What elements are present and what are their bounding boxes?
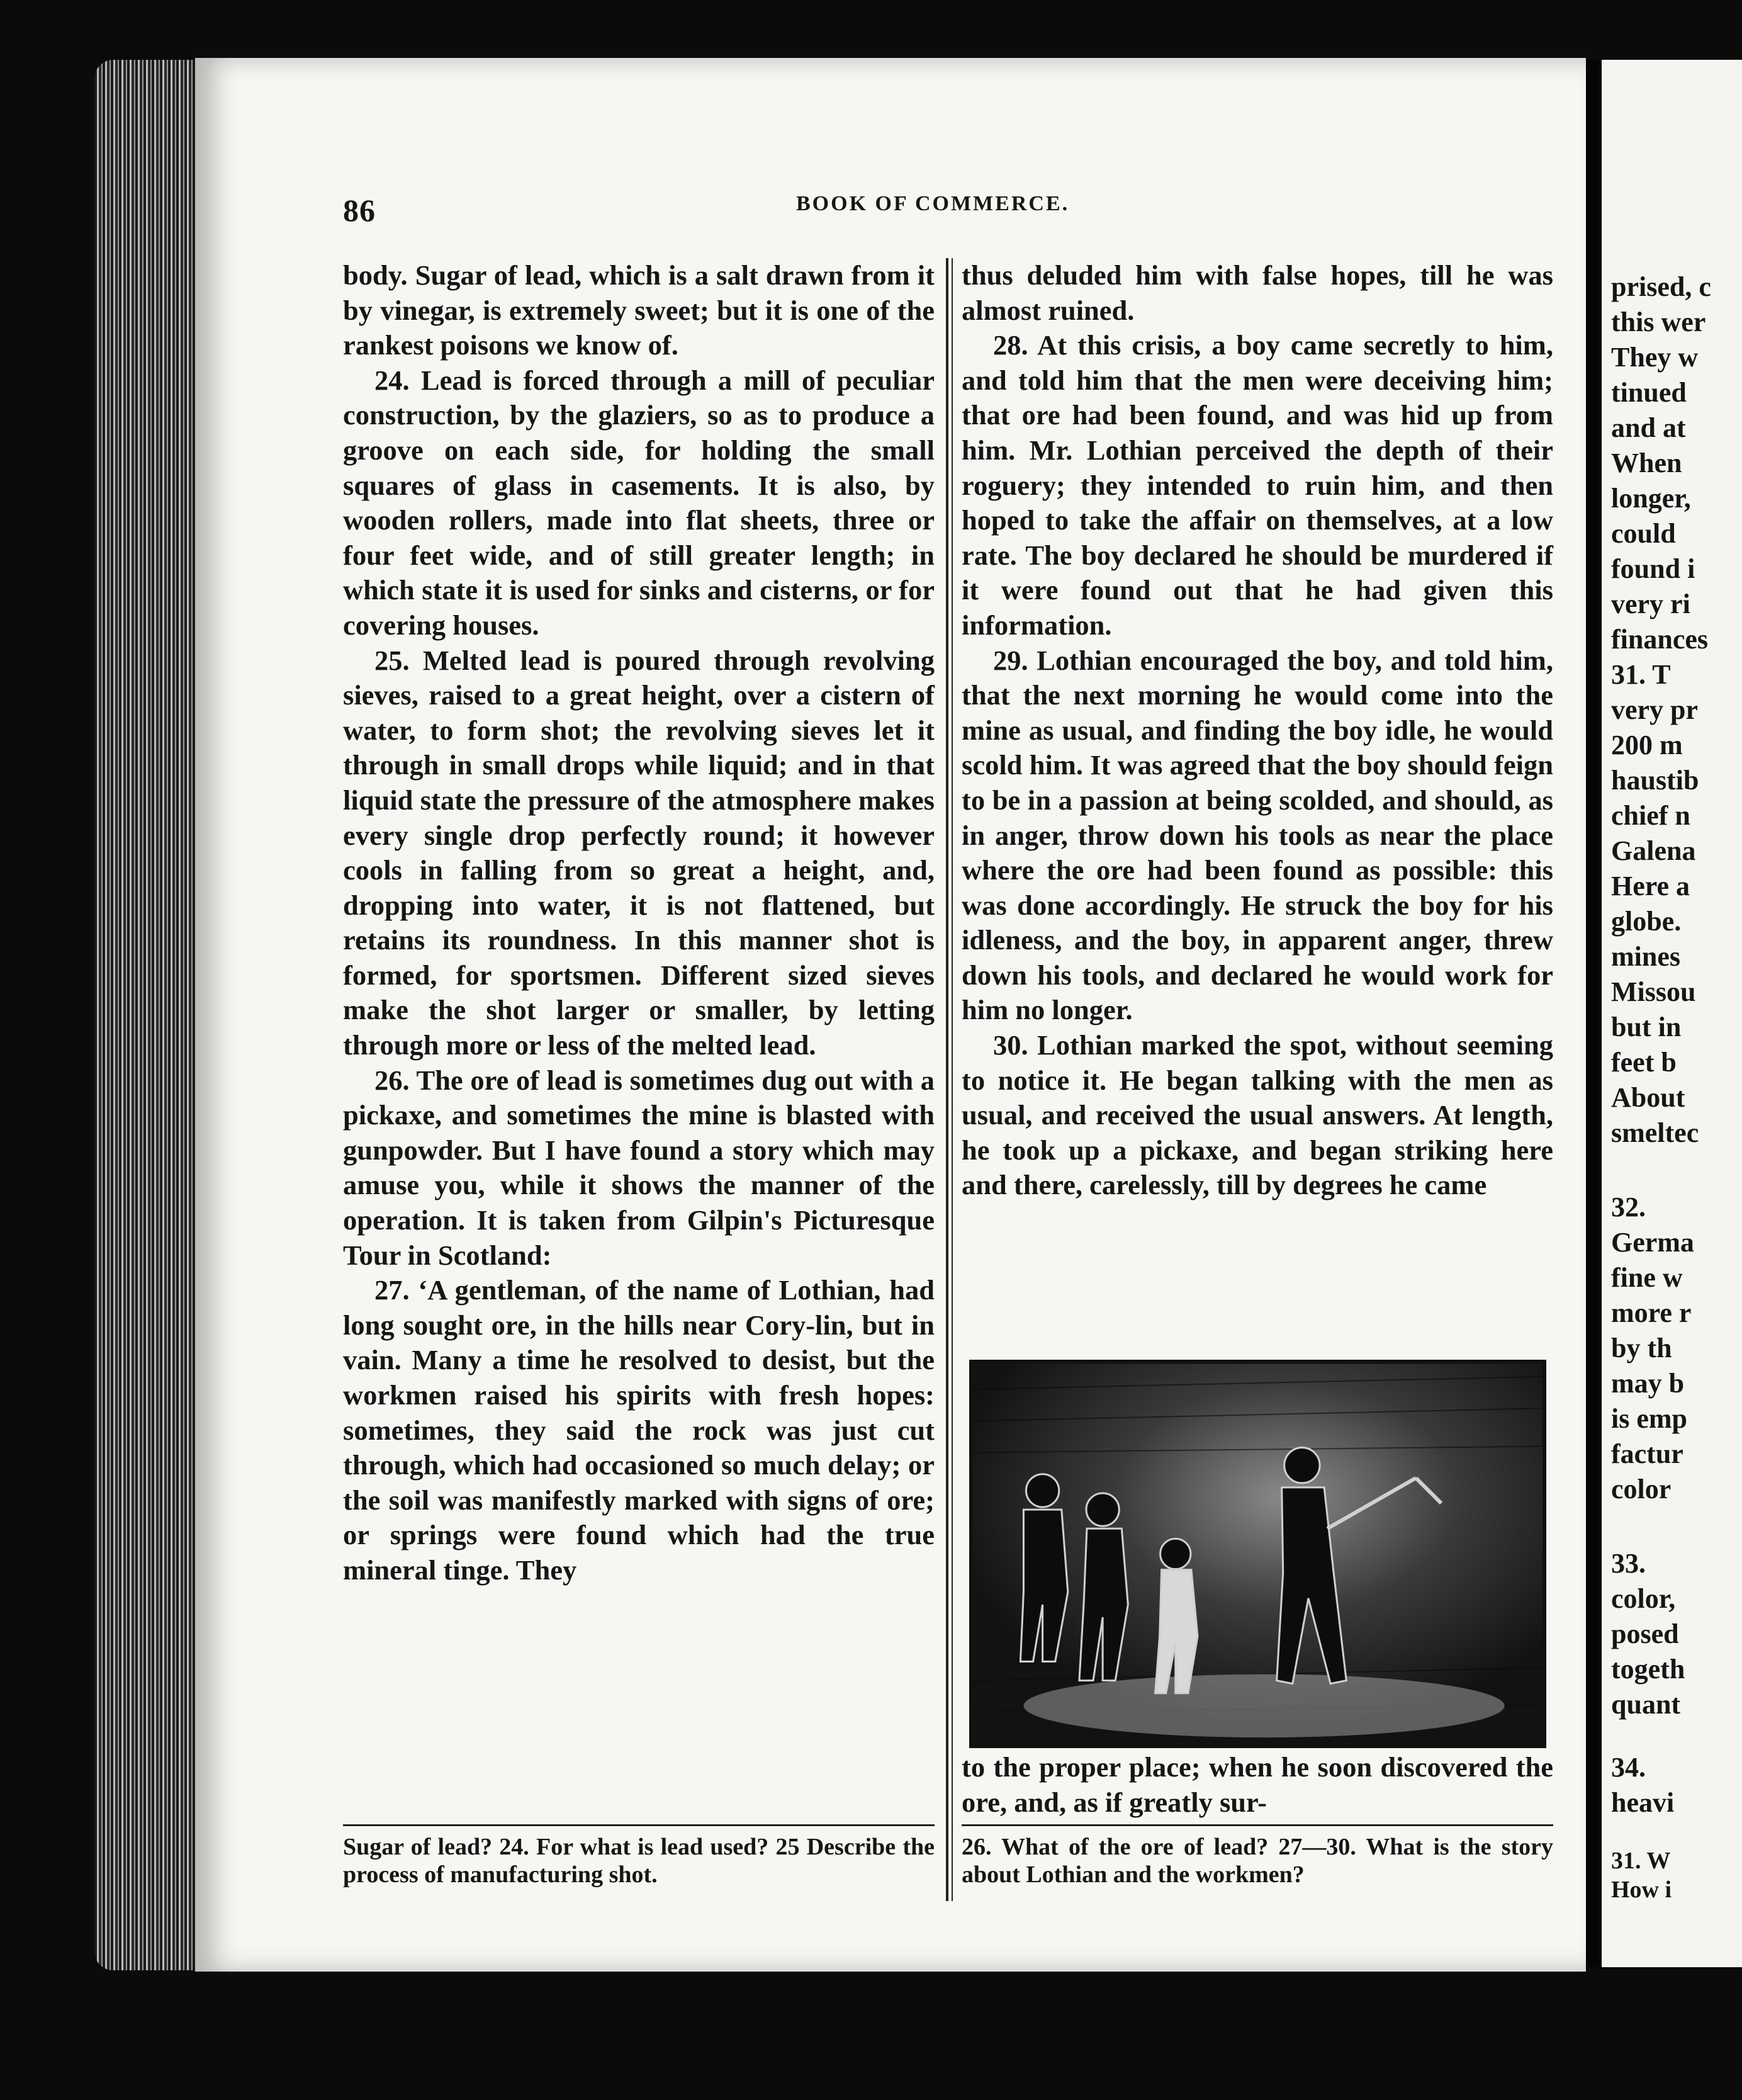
- facing-page-line: found i: [1611, 553, 1695, 584]
- facing-page-line: About: [1611, 1082, 1685, 1113]
- page-number: 86: [343, 193, 376, 228]
- paragraph-30-continued: to the proper place; when he soon discovered the ore, and, as if greatly sur-: [962, 1751, 1553, 1818]
- paragraph-28: 28. At this crisis, a boy came secretly to him, and told him that the men were deceiving him; that ore had been found, and was hid up from him. Mr. Lothian perceived the depth of their roguery; they intended to ruin him, and then hoped to take the affair on themselves, at a low rate. The boy declared he should be murdered if it were found out that he had given this information.: [962, 329, 1553, 641]
- facing-page-line: posed: [1611, 1618, 1679, 1649]
- facing-page-line: is emp: [1611, 1403, 1687, 1434]
- paragraph-25: 25. Melted lead is poured through revolving sieves, raised to a great height, over a cistern of water, to form shot; the revolving sieves let it through in small drops while liquid; and in that liquid state the pressure of the atmosphere makes every single drop perfectly round; it however cools in falling from so great a height, and, dropping into water, it is not flattened, but retains its roundness. In this manner shot is formed, for sportsmen. Different sized sieves make the shot larger or smaller, by letting through more or less of the melted lead.: [343, 644, 935, 1061]
- review-questions-right: 26. What of the ore of lead? 27—30. What is the story about Lothian and the workmen?: [962, 1834, 1553, 1888]
- facing-page-line: color,: [1611, 1583, 1676, 1614]
- facing-page-line: more r: [1611, 1297, 1692, 1328]
- paragraph-27: 27. ‘A gentleman, of the name of Lothian, had long sought ore, in the hills near Cory-lin, but in vain. Many a time he resolved to desist, but the workmen raised his spirits with fresh hopes: sometimes, they said the rock was just cut through, which had occasioned so much delay; or the soil was manifestly marked with signs of ore; or springs were found which had the true mineral tinge. They: [343, 1274, 935, 1586]
- facing-page-line: very pr: [1611, 694, 1699, 725]
- facing-page-line: Here a: [1611, 871, 1690, 901]
- column-divider-thin: [952, 258, 953, 1901]
- facing-page-line: smeltec: [1611, 1117, 1699, 1148]
- questions-rule-left: [343, 1824, 935, 1826]
- left-column: [343, 258, 935, 1588]
- facing-page-line: by th: [1611, 1333, 1672, 1363]
- facing-page-question: How i: [1611, 1877, 1672, 1903]
- facing-page-line: haustib: [1611, 765, 1699, 796]
- paragraph-24: 24. Lead is forced through a mill of peculiar construction, by the glaziers, so as to produce a groove on each side, for holding the small squares of glass in casements. It is also, by wooden rollers, made into flat sheets, three or four feet wide, and of still greater length; in which state it is used for sinks and cisterns, or for covering houses.: [343, 364, 935, 641]
- facing-page-line: longer,: [1611, 483, 1691, 514]
- paragraph-26: 26. The ore of lead is sometimes dug out with a pickaxe, and sometimes the mine is blasted with gunpowder. But I have found a story which may amuse you, while it shows the manner of the operation. It is taken from Gilpin's Picturesque Tour in Scotland:: [343, 1064, 935, 1271]
- facing-page-line: globe.: [1611, 906, 1682, 937]
- facing-page-line: color: [1611, 1474, 1672, 1504]
- facing-page-line: factur: [1611, 1438, 1683, 1469]
- facing-page-line: could: [1611, 518, 1676, 549]
- facing-page-line: prised, c: [1611, 271, 1711, 302]
- facing-page-line: 33.: [1611, 1548, 1646, 1579]
- facing-page-line: Missou: [1611, 976, 1696, 1007]
- paragraph-30: 30. Lothian marked the spot, without seeming to notice it. He began talking with the men as usual, and received the usual answers. At length, he took up a pickaxe, and began striking here and there, carelessly, till by degrees he came: [962, 1029, 1553, 1201]
- facing-page-line: but in: [1611, 1012, 1682, 1042]
- facing-page-line: fine w: [1611, 1262, 1683, 1293]
- facing-page-line: tinued: [1611, 377, 1687, 408]
- facing-page-line: finances: [1611, 624, 1708, 655]
- book-spine: [94, 60, 205, 1970]
- facing-page-line: 34.: [1611, 1752, 1646, 1783]
- facing-page-line: feet b: [1611, 1047, 1677, 1078]
- column-divider: [946, 258, 948, 1901]
- paragraph-29: 29. Lothian encouraged the boy, and told him, that the next morning he would come into the mine as usual, and finding the boy idle, he would scold him. It was agreed that the boy should feign to be in a passion at being scolded, and should, as in anger, throw down his tools as near the place where the ore had been found as possible: this was done accordingly. He struck the boy for his idleness, and the boy, in apparent anger, threw down his tools, and declared he would work for him no longer.: [962, 644, 1553, 1026]
- facing-page-line: very ri: [1611, 589, 1690, 619]
- facing-page-line: Germa: [1611, 1227, 1694, 1258]
- facing-page-line: When: [1611, 448, 1682, 478]
- facing-page-line: quant: [1611, 1689, 1681, 1720]
- paragraph-27-continued: thus deluded him with false hopes, till he was almost ruined.: [962, 259, 1553, 326]
- page-gutter: [1586, 60, 1602, 1967]
- facing-page-line: togeth: [1611, 1654, 1685, 1685]
- facing-page-line: They w: [1611, 342, 1699, 373]
- review-questions-left: Sugar of lead? 24. For what is lead used? 25 Describe the process of manufacturing shot.: [343, 1834, 935, 1888]
- woodcut-illustration-miners-icon: [973, 1363, 1543, 1744]
- facing-page-line: may b: [1611, 1368, 1685, 1399]
- facing-page-line: this wer: [1611, 307, 1706, 337]
- facing-page-line: heavi: [1611, 1787, 1675, 1818]
- facing-page-line: 32.: [1611, 1192, 1646, 1222]
- woodcut-illustration: [969, 1360, 1546, 1748]
- facing-page-line: 31. T: [1611, 659, 1671, 690]
- facing-page-line: mines: [1611, 941, 1680, 972]
- right-column: [962, 258, 1553, 1203]
- running-head: BOOK OF COMMERCE.: [796, 192, 1070, 215]
- facing-page-line: chief n: [1611, 800, 1690, 831]
- questions-rule-right: [962, 1824, 1553, 1826]
- paragraph-body-continued: body. Sugar of lead, which is a salt drawn from it by vinegar, is extremely sweet; but it is one of the rankest poisons we know of.: [343, 259, 935, 361]
- facing-page-line: 200 m: [1611, 730, 1683, 760]
- facing-page-line: Galena: [1611, 835, 1696, 866]
- facing-page-line: and at: [1611, 412, 1686, 443]
- right-column-after-figure: [962, 1750, 1553, 1820]
- facing-page-question: 31. W: [1611, 1848, 1671, 1874]
